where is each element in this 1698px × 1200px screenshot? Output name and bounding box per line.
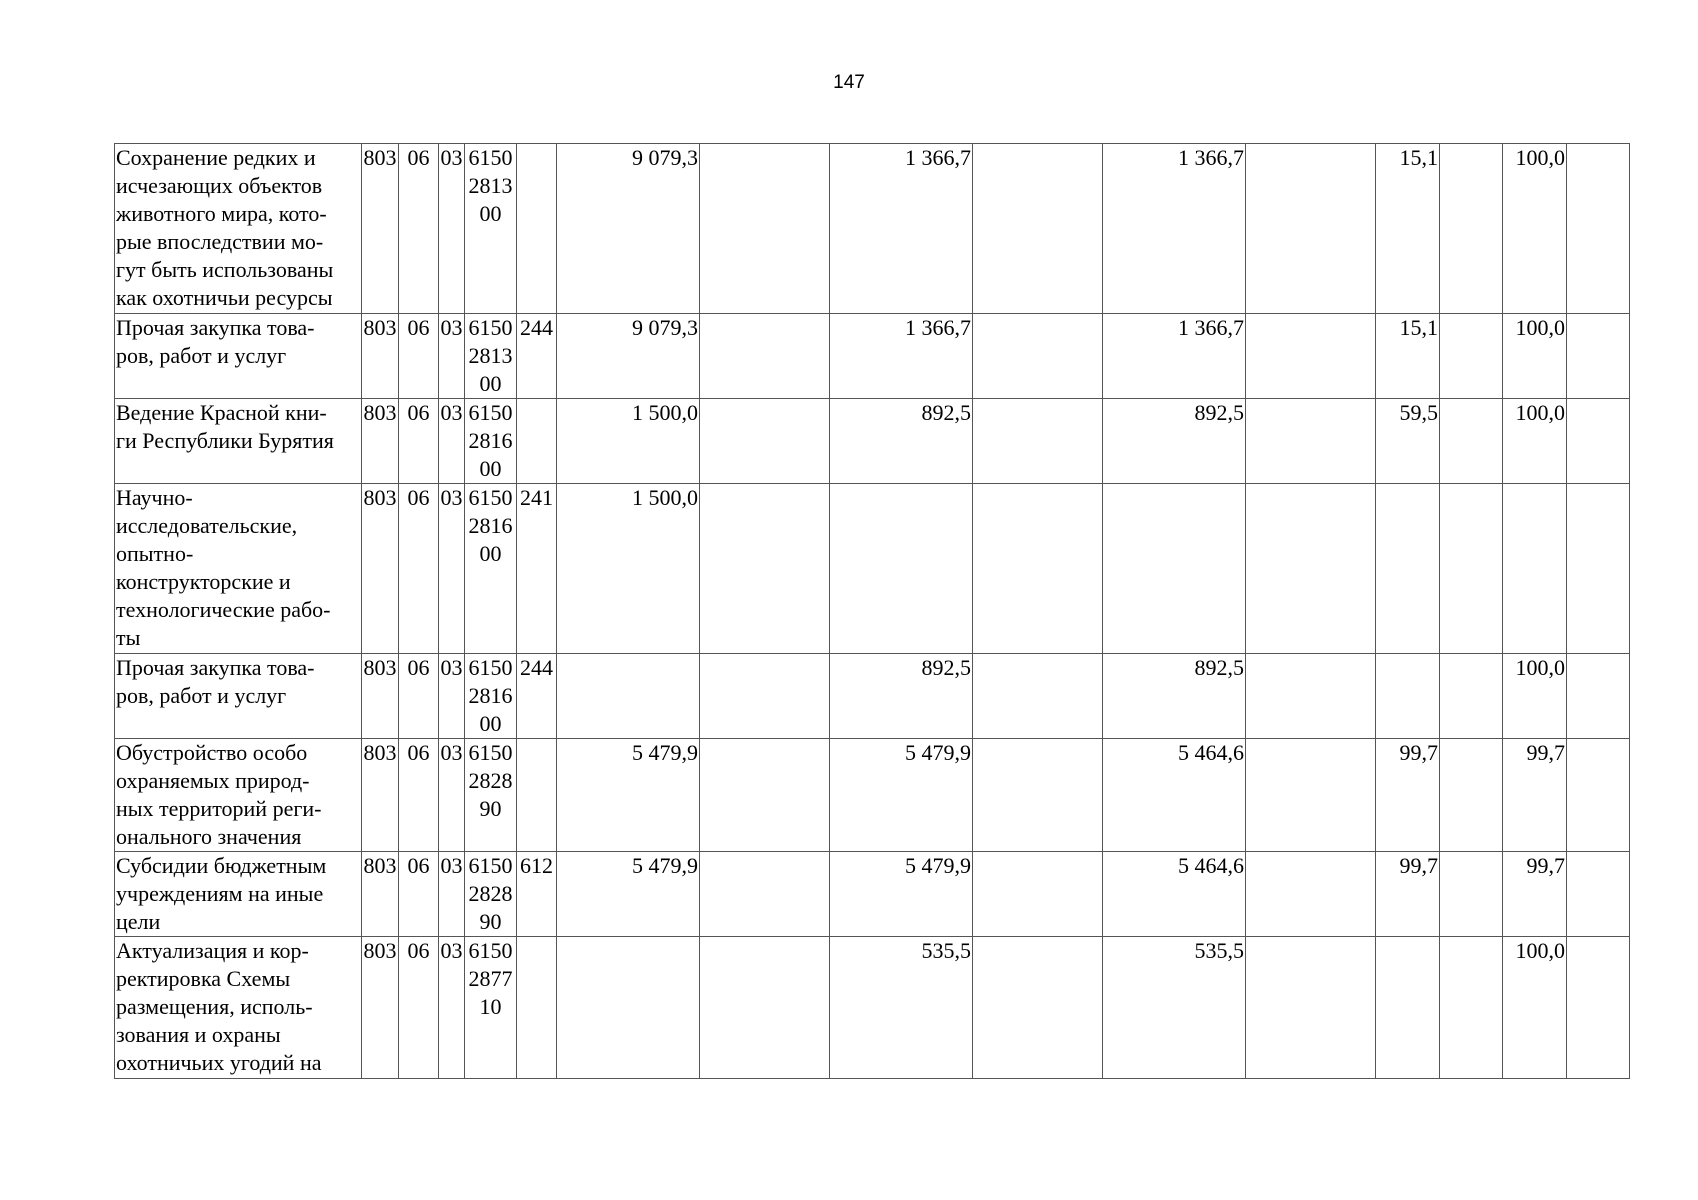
vr-code: 241 (517, 484, 557, 654)
row-name-line: опытно- (116, 541, 194, 566)
percent-of-plan (1376, 654, 1440, 739)
csr-code-part: 00 (479, 456, 502, 481)
row-name-line: исчезающих объектов (116, 173, 323, 198)
planned-value: 1 500,0 (557, 399, 700, 484)
executed-value: 1 366,7 (1103, 144, 1246, 314)
spacer-cell (1440, 852, 1503, 937)
row-name-line: технологические рабо- (116, 597, 331, 622)
spacer-cell (1246, 144, 1376, 314)
executed-value: 5 464,6 (1103, 852, 1246, 937)
rz-code: 06 (399, 399, 439, 484)
csr-code-part: 00 (479, 371, 502, 396)
csr-code-part: 6150 (468, 315, 513, 340)
row-name-line: ректировка Схемы (116, 966, 291, 991)
csr-code (465, 399, 517, 484)
spacer-cell (973, 937, 1103, 1079)
spacer-cell (1440, 484, 1503, 654)
percent-of-refined: 100,0 (1503, 314, 1567, 399)
csr-code (465, 484, 517, 654)
vr-code: 244 (517, 654, 557, 739)
planned-value: 1 500,0 (557, 484, 700, 654)
percent-of-plan: 59,5 (1376, 399, 1440, 484)
row-name-line: ты (116, 625, 141, 650)
row-name-line: охраняемых природ- (116, 768, 310, 793)
row-name (115, 399, 362, 484)
row-name-line: цели (116, 909, 161, 934)
spacer-cell (973, 144, 1103, 314)
pr-code: 03 (439, 314, 465, 399)
csr-code-part: 6150 (468, 740, 513, 765)
executed-value: 535,5 (1103, 937, 1246, 1079)
spacer-cell (1567, 399, 1630, 484)
spacer-cell (1246, 399, 1376, 484)
spacer-cell (1440, 144, 1503, 314)
refined-value: 5 479,9 (830, 852, 973, 937)
spacer-cell (1567, 852, 1630, 937)
rz-code: 06 (399, 852, 439, 937)
spacer-cell (700, 654, 830, 739)
row-name-line: охотничьих угодий на (116, 1050, 322, 1075)
rz-code: 06 (399, 739, 439, 852)
spacer-cell (700, 937, 830, 1079)
csr-code-part: 2816 (468, 428, 513, 453)
gr-code: 803 (362, 144, 399, 314)
row-name-line: исследовательские, (116, 513, 298, 538)
refined-value: 535,5 (830, 937, 973, 1079)
budget-table (114, 143, 1630, 1079)
executed-value: 5 464,6 (1103, 739, 1246, 852)
row-name (115, 852, 362, 937)
table-row (115, 314, 1630, 399)
spacer-cell (973, 654, 1103, 739)
csr-code (465, 144, 517, 314)
csr-code-part: 2877 (468, 966, 513, 991)
row-name-line: размещения, исполь- (116, 994, 313, 1019)
csr-code-part: 6150 (468, 400, 513, 425)
vr-code (517, 144, 557, 314)
spacer-cell (973, 739, 1103, 852)
row-name-line: Научно- (116, 485, 193, 510)
spacer-cell (700, 484, 830, 654)
gr-code: 803 (362, 484, 399, 654)
row-name-line: Ведение Красной кни- (116, 400, 327, 425)
spacer-cell (973, 852, 1103, 937)
pr-code: 03 (439, 399, 465, 484)
page-number: 147 (833, 72, 865, 93)
pr-code: 03 (439, 654, 465, 739)
row-name-line: ных территорий реги- (116, 796, 322, 821)
vr-code: 244 (517, 314, 557, 399)
percent-of-refined: 100,0 (1503, 144, 1567, 314)
csr-code-part: 2813 (468, 173, 513, 198)
spacer-cell (1567, 739, 1630, 852)
row-name (115, 144, 362, 314)
percent-of-refined: 100,0 (1503, 654, 1567, 739)
row-name-line: учреждениям на иные (116, 881, 324, 906)
percent-of-refined: 100,0 (1503, 937, 1567, 1079)
row-name-line: Прочая закупка това- (116, 315, 315, 340)
pr-code: 03 (439, 937, 465, 1079)
spacer-cell (700, 144, 830, 314)
spacer-cell (1567, 144, 1630, 314)
refined-value: 892,5 (830, 399, 973, 484)
spacer-cell (1567, 314, 1630, 399)
rz-code: 06 (399, 484, 439, 654)
refined-value: 1 366,7 (830, 314, 973, 399)
planned-value (557, 937, 700, 1079)
percent-of-refined: 99,7 (1503, 739, 1567, 852)
gr-code: 803 (362, 399, 399, 484)
csr-code-part: 00 (479, 541, 502, 566)
spacer-cell (1567, 937, 1630, 1079)
percent-of-plan (1376, 484, 1440, 654)
gr-code: 803 (362, 654, 399, 739)
gr-code: 803 (362, 937, 399, 1079)
csr-code-part: 00 (479, 711, 502, 736)
csr-code-part: 6150 (468, 145, 513, 170)
csr-code-part: 10 (479, 994, 502, 1019)
csr-code (465, 852, 517, 937)
row-name-line: Сохранение редких и (116, 145, 316, 170)
pr-code: 03 (439, 852, 465, 937)
spacer-cell (1440, 654, 1503, 739)
csr-code-part: 6150 (468, 485, 513, 510)
spacer-cell (700, 399, 830, 484)
gr-code: 803 (362, 314, 399, 399)
row-name-line: Прочая закупка това- (116, 655, 315, 680)
percent-of-plan: 99,7 (1376, 852, 1440, 937)
row-name-line: животного мира, кото- (116, 201, 327, 226)
csr-code-part: 2828 (468, 881, 513, 906)
row-name-line: Обустройство особо (116, 740, 308, 765)
percent-of-plan: 99,7 (1376, 739, 1440, 852)
percent-of-plan (1376, 937, 1440, 1079)
row-name (115, 484, 362, 654)
csr-code-part: 00 (479, 201, 502, 226)
csr-code-part: 90 (479, 909, 502, 934)
spacer-cell (1246, 739, 1376, 852)
rz-code: 06 (399, 937, 439, 1079)
table-row (115, 399, 1630, 484)
csr-code (465, 937, 517, 1079)
row-name (115, 937, 362, 1079)
refined-value: 1 366,7 (830, 144, 973, 314)
csr-code-part: 2816 (468, 513, 513, 538)
executed-value: 892,5 (1103, 399, 1246, 484)
csr-code (465, 739, 517, 852)
row-name-line: ги Республики Бурятия (116, 428, 334, 453)
pr-code: 03 (439, 144, 465, 314)
spacer-cell (700, 852, 830, 937)
executed-value: 892,5 (1103, 654, 1246, 739)
row-name-line: рые впоследствии мо- (116, 229, 324, 254)
row-name (115, 739, 362, 852)
pr-code: 03 (439, 739, 465, 852)
planned-value: 5 479,9 (557, 852, 700, 937)
row-name-line: зования и охраны (116, 1022, 281, 1047)
table-row (115, 937, 1630, 1079)
row-name-line: онального значения (116, 824, 302, 849)
spacer-cell (1246, 314, 1376, 399)
spacer-cell (1567, 484, 1630, 654)
table-row (115, 654, 1630, 739)
spacer-cell (1440, 937, 1503, 1079)
table-row (115, 739, 1630, 852)
spacer-cell (1246, 937, 1376, 1079)
executed-value (1103, 484, 1246, 654)
spacer-cell (1440, 399, 1503, 484)
table-row (115, 484, 1630, 654)
percent-of-plan: 15,1 (1376, 314, 1440, 399)
csr-code-part: 6150 (468, 853, 513, 878)
spacer-cell (700, 314, 830, 399)
rz-code: 06 (399, 144, 439, 314)
table-row (115, 852, 1630, 937)
spacer-cell (1567, 654, 1630, 739)
csr-code-part: 2816 (468, 683, 513, 708)
percent-of-refined: 99,7 (1503, 852, 1567, 937)
refined-value (830, 484, 973, 654)
planned-value (557, 654, 700, 739)
refined-value: 892,5 (830, 654, 973, 739)
vr-code: 612 (517, 852, 557, 937)
spacer-cell (1246, 654, 1376, 739)
row-name-line: Актуализация и кор- (116, 938, 309, 963)
vr-code (517, 937, 557, 1079)
spacer-cell (1440, 314, 1503, 399)
planned-value: 9 079,3 (557, 144, 700, 314)
row-name-line: гут быть использованы (116, 257, 334, 282)
csr-code (465, 654, 517, 739)
csr-code-part: 6150 (468, 938, 513, 963)
table-body (115, 144, 1630, 1079)
percent-of-refined (1503, 484, 1567, 654)
row-name (115, 314, 362, 399)
csr-code-part: 2828 (468, 768, 513, 793)
percent-of-plan: 15,1 (1376, 144, 1440, 314)
spacer-cell (700, 739, 830, 852)
csr-code-part: 2813 (468, 343, 513, 368)
spacer-cell (973, 399, 1103, 484)
refined-value: 5 479,9 (830, 739, 973, 852)
row-name-line: Субсидии бюджетным (116, 853, 327, 878)
row-name-line: конструкторские и (116, 569, 291, 594)
gr-code: 803 (362, 739, 399, 852)
row-name-line: ров, работ и услуг (116, 343, 287, 368)
vr-code (517, 399, 557, 484)
row-name-line: как охотничьи ресурсы (116, 285, 333, 310)
table-row (115, 144, 1630, 314)
executed-value: 1 366,7 (1103, 314, 1246, 399)
rz-code: 06 (399, 314, 439, 399)
vr-code (517, 739, 557, 852)
pr-code: 03 (439, 484, 465, 654)
spacer-cell (1246, 852, 1376, 937)
row-name-line: ров, работ и услуг (116, 683, 287, 708)
csr-code-part: 6150 (468, 655, 513, 680)
spacer-cell (1440, 739, 1503, 852)
gr-code: 803 (362, 852, 399, 937)
rz-code: 06 (399, 654, 439, 739)
percent-of-refined: 100,0 (1503, 399, 1567, 484)
spacer-cell (973, 314, 1103, 399)
csr-code (465, 314, 517, 399)
spacer-cell (973, 484, 1103, 654)
csr-code-part: 90 (479, 796, 502, 821)
spacer-cell (1246, 484, 1376, 654)
planned-value: 9 079,3 (557, 314, 700, 399)
row-name (115, 654, 362, 739)
planned-value: 5 479,9 (557, 739, 700, 852)
